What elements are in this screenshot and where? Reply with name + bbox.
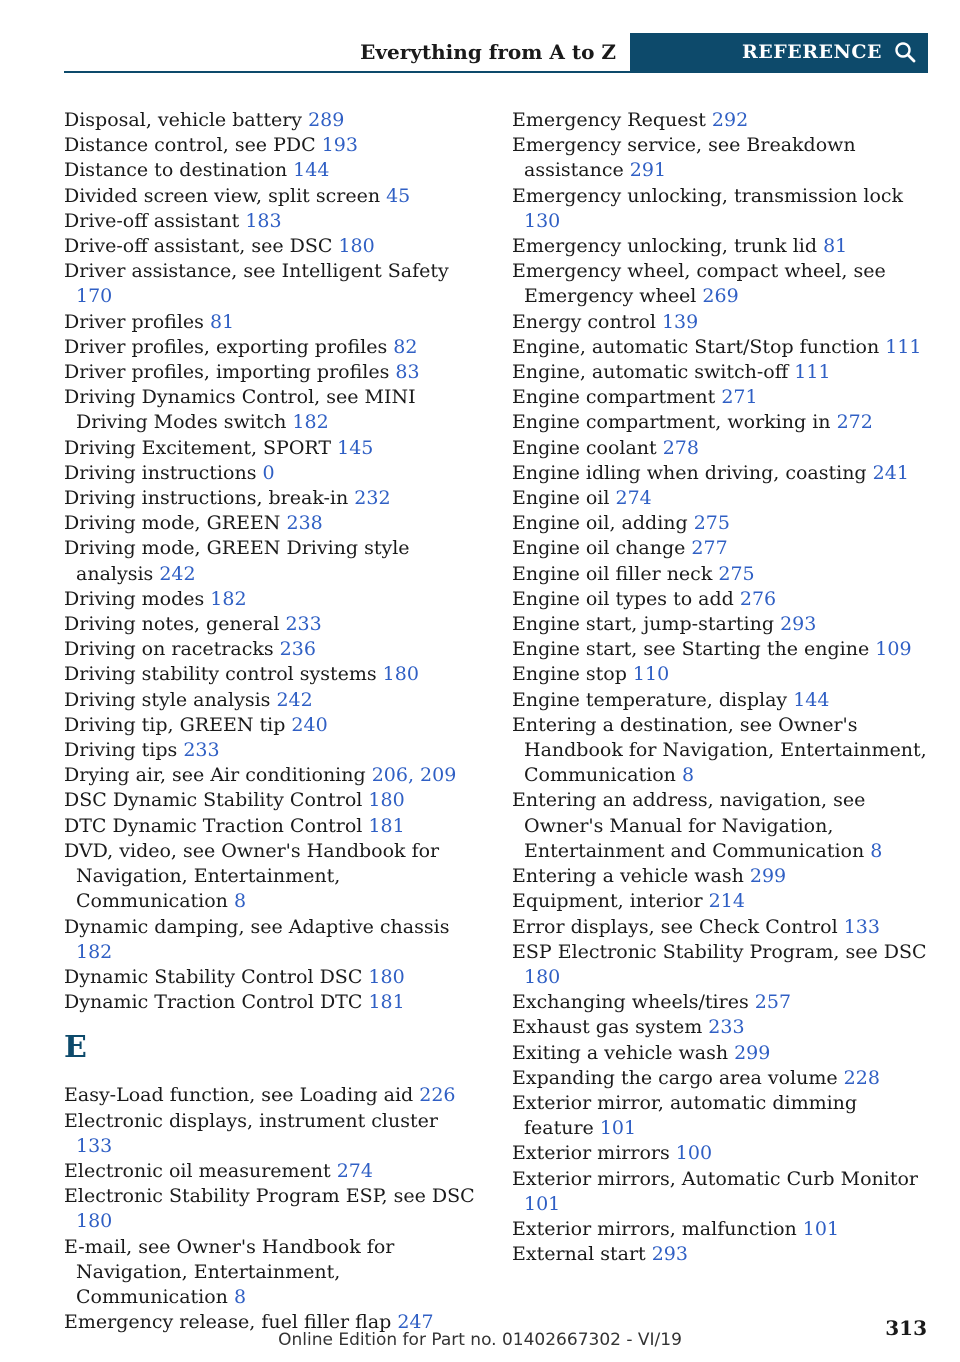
index-entry-text: Driver profiles, importing profiles [64, 361, 396, 384]
page-reference-link[interactable]: 139 [661, 310, 699, 333]
page-reference-link[interactable]: 130 [524, 209, 561, 232]
index-entry-text: Driver profiles, exporting profiles [64, 335, 394, 358]
index-entry [64, 536, 480, 586]
index-entry-text: External start [512, 1243, 652, 1266]
index-entry [512, 385, 928, 410]
index-entry [64, 259, 480, 309]
index-entry-text: Expanding the cargo area volume [512, 1066, 844, 1089]
page-reference-link[interactable]: 193 [321, 134, 358, 157]
search-icon [894, 41, 916, 63]
index-entry [64, 915, 480, 965]
index-entry-text: Engine stop [512, 663, 633, 686]
section-letter-e: E [64, 1030, 87, 1066]
index-entry [64, 688, 480, 713]
page-reference-link[interactable]: 240 [291, 713, 328, 736]
page-reference-link[interactable]: 278 [662, 436, 699, 459]
index-entry-text: DVD, video, see Owner's Handbook for Navigation, Entertainment, Communication [64, 839, 440, 913]
index-entry [64, 814, 480, 839]
index-entry-text: Entering a destination, see Owner's Handbook for Navigation, Entertainment, Communication [512, 713, 927, 787]
index-entry-text: Driving mode, GREEN [64, 512, 287, 535]
index-entry-text: Exchanging wheels/tires [512, 991, 755, 1014]
index-entry [64, 788, 480, 813]
page-reference-link[interactable]: 109 [875, 638, 912, 661]
footer-edition: Online Edition for Part no. 01402667302 - VI/19 [278, 1330, 682, 1350]
reference-tab-label: REFERENCE [742, 41, 882, 63]
index-entry [64, 637, 480, 662]
page-reference-link[interactable]: 145 [337, 436, 374, 459]
index-entry [512, 1041, 928, 1066]
page-reference-link[interactable]: 180 [368, 789, 405, 812]
index-entry [512, 713, 928, 789]
index-entry [64, 990, 480, 1015]
page-reference-link[interactable]: 144 [793, 688, 830, 711]
index-entry-text: Driving tip, GREEN tip [64, 713, 292, 736]
page-reference-link[interactable]: 226 [419, 1084, 456, 1107]
index-entry-text: Driver assistance, see Intelligent Safety [64, 260, 449, 283]
index-entry-text: Electronic oil measurement [64, 1159, 337, 1182]
page-reference-link[interactable]: 293 [780, 613, 817, 636]
page-reference-link[interactable]: 182 [76, 940, 113, 963]
page-reference-link[interactable]: 100 [675, 1142, 713, 1165]
page-reference-link[interactable]: 236 [279, 638, 316, 661]
index-entry-text: Engine, automatic Start/Stop function [512, 335, 886, 358]
index-entry [512, 1167, 928, 1217]
index-entry-text: Driving style analysis [64, 688, 277, 711]
page-reference-link[interactable]: 8 [233, 1285, 247, 1308]
index-entry [64, 713, 480, 738]
page-reference-link[interactable]: 170 [76, 285, 113, 308]
index-entry-text: Engine oil types to add [512, 587, 740, 610]
index-entry [64, 184, 480, 209]
index-entry [64, 360, 480, 385]
index-entry [512, 1141, 928, 1166]
index-entry [512, 335, 928, 360]
page-reference-link[interactable]: 81 [823, 235, 848, 258]
index-entry-text: Driving notes, general [64, 613, 286, 636]
index-entry [512, 310, 928, 335]
page-reference-link[interactable]: 289 [308, 109, 345, 131]
index-entry [512, 864, 928, 889]
index-entry [512, 587, 928, 612]
index-entry-text: E-mail, see Owner's Handbook for Navigation, Entertainment, Communication [64, 1235, 395, 1308]
index-entry [64, 436, 480, 461]
page-reference-link[interactable]: 8 [233, 890, 247, 913]
index-list-e [512, 108, 928, 1267]
page-reference-link[interactable]: 183 [245, 209, 282, 232]
index-entry [64, 738, 480, 763]
index-entry-text: DTC Dynamic Traction Control [64, 814, 369, 837]
index-entry [64, 1109, 480, 1159]
index-entry-text: Driving instructions [64, 461, 263, 484]
index-entry-text: Engine oil filler neck [512, 562, 719, 585]
page-reference-link[interactable]: 144 [293, 159, 330, 182]
page-reference-link[interactable]: 206, 209 [371, 764, 457, 787]
chapter-title: Everything from A to Z [360, 40, 616, 64]
index-entry-text: Electronic displays, instrument cluster [64, 1109, 438, 1132]
index-entry [64, 133, 480, 158]
index-entry [512, 234, 928, 259]
index-entry-text: Engine oil, adding [512, 512, 694, 535]
index-entry-text: Driving instructions, break-in [64, 487, 355, 510]
index-entry-text: Driving mode, GREEN Driving style analysis [64, 537, 410, 585]
index-entry [64, 1184, 480, 1234]
header-rule [64, 71, 928, 73]
page-reference-link[interactable]: 299 [734, 1041, 771, 1064]
reference-tab[interactable] [630, 33, 928, 71]
index-entry [512, 259, 928, 309]
index-entry [64, 158, 480, 183]
index-entry [64, 335, 480, 360]
index-entry-text: Driving Excitement, SPORT [64, 436, 338, 459]
page-reference-link[interactable]: 83 [395, 361, 420, 384]
index-entry-text: Engine start, see Starting the engine [512, 638, 876, 661]
index-entry-text: ESP Electronic Stability Program, see DSC [512, 940, 927, 963]
page-reference-link[interactable]: 233 [183, 739, 220, 762]
index-entry [512, 511, 928, 536]
index-entry [64, 310, 480, 335]
page-reference-link[interactable]: 133 [76, 1134, 113, 1157]
index-entry [64, 965, 480, 990]
page-reference-link[interactable]: 110 [632, 663, 670, 686]
index-entry [64, 234, 480, 259]
index-entry [512, 461, 928, 486]
index-entry-text: Drive-off assistant [64, 209, 246, 232]
page-reference-link[interactable]: 182 [210, 587, 247, 610]
index-entry [512, 1217, 928, 1242]
page-reference-link[interactable]: 247 [397, 1311, 434, 1334]
page-reference-link[interactable]: 111 [794, 361, 831, 384]
index-entry [512, 486, 928, 511]
index-entry-text: Divided screen view, split screen [64, 184, 387, 207]
index-entry-text: Driving stability control systems [64, 663, 383, 686]
index-entry [64, 763, 480, 788]
page-reference-link[interactable]: 242 [159, 562, 196, 585]
page-reference-link[interactable]: 180 [368, 965, 405, 988]
index-entry [512, 410, 928, 435]
page-reference-link[interactable]: 291 [629, 159, 667, 182]
index-entry-text: Emergency wheel, compact wheel, see Emergency wheel [512, 260, 886, 308]
page-reference-link[interactable]: 276 [739, 587, 777, 610]
index-entry [64, 511, 480, 536]
page-reference-link[interactable]: 242 [276, 688, 313, 711]
index-entry-text: Dynamic damping, see Adaptive chassis [64, 915, 450, 938]
page-reference-link[interactable]: 238 [286, 512, 323, 535]
index-entry-text: Drive-off assistant, see DSC [64, 235, 339, 258]
page-reference-link[interactable]: 269 [702, 285, 739, 308]
page-reference-link[interactable]: 228 [843, 1066, 880, 1089]
index-entry [64, 108, 480, 133]
index-entry-text: Emergency release, fuel filler flap [64, 1311, 398, 1334]
index-entry [512, 436, 928, 461]
index-entry-text: Distance control, see PDC [64, 134, 322, 157]
index-entry [512, 108, 928, 133]
index-entry-text: Emergency service, see Breakdown assistance [512, 134, 856, 182]
page-reference-link[interactable]: 180 [382, 663, 419, 686]
index-entry [512, 1015, 928, 1040]
page-reference-link[interactable]: 214 [708, 890, 745, 913]
index-entry-text: Exterior mirrors [512, 1142, 676, 1165]
index-entry [512, 662, 928, 687]
index-column-left [64, 108, 480, 1335]
page-reference-link[interactable]: 271 [721, 386, 758, 409]
index-entry [64, 461, 480, 486]
index-entry-text: Entering a vehicle wash [512, 865, 750, 888]
index-entry-text: Emergency unlocking, trunk lid [512, 235, 824, 258]
page-reference-link[interactable]: 181 [368, 991, 405, 1014]
index-entry-text: Dynamic Stability Control DSC [64, 965, 369, 988]
index-entry-text: Engine idling when driving, coasting [512, 461, 873, 484]
index-entry-text: Emergency unlocking, transmission lock [512, 184, 904, 207]
page-reference-link[interactable]: 233 [708, 1016, 745, 1039]
index-entry [64, 1083, 480, 1108]
index-entry [512, 562, 928, 587]
index-entry-text: DSC Dynamic Stability Control [64, 789, 369, 812]
page-reference-link[interactable]: 181 [368, 814, 405, 837]
index-entry-text: Distance to destination [64, 159, 294, 182]
index-entry [64, 385, 480, 435]
index-column-right [512, 108, 928, 1267]
index-entry-text: Emergency Request [512, 109, 712, 131]
page-reference-link[interactable]: 81 [209, 310, 235, 333]
index-entry [64, 612, 480, 637]
page-reference-link[interactable]: 180 [524, 965, 561, 988]
index-entry-text: Exterior mirror, automatic dimming feature [512, 1091, 858, 1140]
page-reference-link[interactable]: 232 [354, 487, 391, 510]
page-reference-link[interactable]: 272 [836, 411, 873, 434]
index-entry [64, 1235, 480, 1311]
index-entry [512, 915, 928, 940]
index-entry [512, 1091, 928, 1141]
page-reference-link[interactable]: 257 [754, 991, 792, 1014]
page-reference-link[interactable]: 180 [76, 1210, 113, 1233]
index-entry-text: Easy-Load function, see Loading aid [64, 1084, 420, 1107]
page-header [64, 33, 928, 71]
page-reference-link[interactable]: 180 [338, 235, 375, 258]
index-entry-text: Exiting a vehicle wash [512, 1041, 735, 1064]
page-reference-link[interactable]: 101 [524, 1192, 561, 1215]
page-reference-link[interactable]: 293 [651, 1243, 688, 1266]
index-entry [512, 360, 928, 385]
index-entry-text: Driving modes [64, 587, 211, 610]
page-reference-link[interactable]: 101 [599, 1117, 637, 1140]
index-entry-text: Exterior mirrors, malfunction [512, 1217, 803, 1240]
index-entry [512, 133, 928, 183]
index-entry [512, 536, 928, 561]
page-reference-link[interactable]: 8 [870, 839, 883, 862]
index-entry [512, 688, 928, 713]
index-entry-text: Engine compartment, working in [512, 411, 837, 434]
index-entry [64, 662, 480, 687]
index-entry [512, 184, 928, 234]
index-entry-text: Driving tips [64, 739, 184, 762]
index-entry [512, 1242, 928, 1267]
index-entry-text: Exterior mirrors, Automatic Curb Monitor [512, 1167, 918, 1190]
index-entry-text: Entering an address, navigation, see Owner's Manual for Navigation, Entertainment and Communication [512, 789, 871, 862]
index-entry-text: Engine compartment [512, 386, 722, 409]
index-entry [512, 612, 928, 637]
index-entry-text: Equipment, interior [512, 890, 709, 913]
page-reference-link[interactable]: 274 [336, 1159, 373, 1182]
index-entry [64, 209, 480, 234]
index-entry-text: Exhaust gas system [512, 1016, 709, 1039]
index-list-d [64, 108, 480, 1015]
index-entry-text: Engine coolant [512, 436, 663, 459]
index-entry-text: Engine temperature, display [512, 688, 794, 711]
index-entry [512, 990, 928, 1015]
page-reference-link[interactable]: 233 [285, 613, 322, 636]
page-reference-link[interactable]: 275 [693, 512, 730, 535]
page-reference-link[interactable]: 274 [615, 487, 652, 510]
index-entry [64, 486, 480, 511]
index-entry-text: Engine oil [512, 487, 616, 510]
index-entry [512, 788, 928, 864]
index-entry-text: Driver profiles [64, 310, 210, 333]
index-entry [64, 587, 480, 612]
page-number: 313 [885, 1316, 927, 1340]
page-reference-link[interactable]: 101 [802, 1217, 840, 1240]
index-entry-text: Engine oil change [512, 537, 692, 560]
index-entry [512, 1066, 928, 1091]
index-entry-text: Disposal, vehicle battery [64, 109, 309, 131]
page-reference-link[interactable]: 277 [691, 537, 728, 560]
index-entry [512, 637, 928, 662]
page-reference-link[interactable]: 299 [749, 865, 787, 888]
index-entry-text: Dynamic Traction Control DTC [64, 991, 369, 1014]
index-entry [64, 1159, 480, 1184]
page-reference-link[interactable]: 292 [711, 109, 749, 131]
page-reference-link[interactable]: 0 [262, 461, 275, 484]
index-list-e-start [64, 1083, 480, 1335]
index-entry-text: Electronic Stability Program ESP, see DSC [64, 1185, 475, 1208]
index-entry-text: Error displays, see Check Control [512, 915, 844, 938]
index-entry-text: Engine start, jump-starting [512, 613, 781, 636]
index-entry-text: Energy control [512, 310, 662, 333]
page-reference-link[interactable]: 111 [885, 335, 922, 358]
index-entry-text: Drying air, see Air conditioning [64, 764, 372, 787]
page-reference-link[interactable]: 45 [386, 184, 411, 207]
page-reference-link[interactable]: 182 [292, 411, 329, 434]
index-entry-text: Driving Dynamics Control, see MINI Driving Modes switch [64, 386, 416, 434]
index-entry [64, 839, 480, 915]
page-reference-link[interactable]: 241 [872, 461, 909, 484]
index-entry [512, 940, 928, 990]
index-entry-text: Driving on racetracks [64, 638, 280, 661]
index-entry [512, 889, 928, 914]
index-entry-text: Engine, automatic switch-off [512, 361, 795, 384]
page-reference-link[interactable]: 133 [843, 915, 880, 938]
page-reference-link[interactable]: 275 [718, 562, 755, 585]
page-reference-link[interactable]: 8 [681, 764, 695, 787]
page-reference-link[interactable]: 82 [393, 335, 418, 358]
